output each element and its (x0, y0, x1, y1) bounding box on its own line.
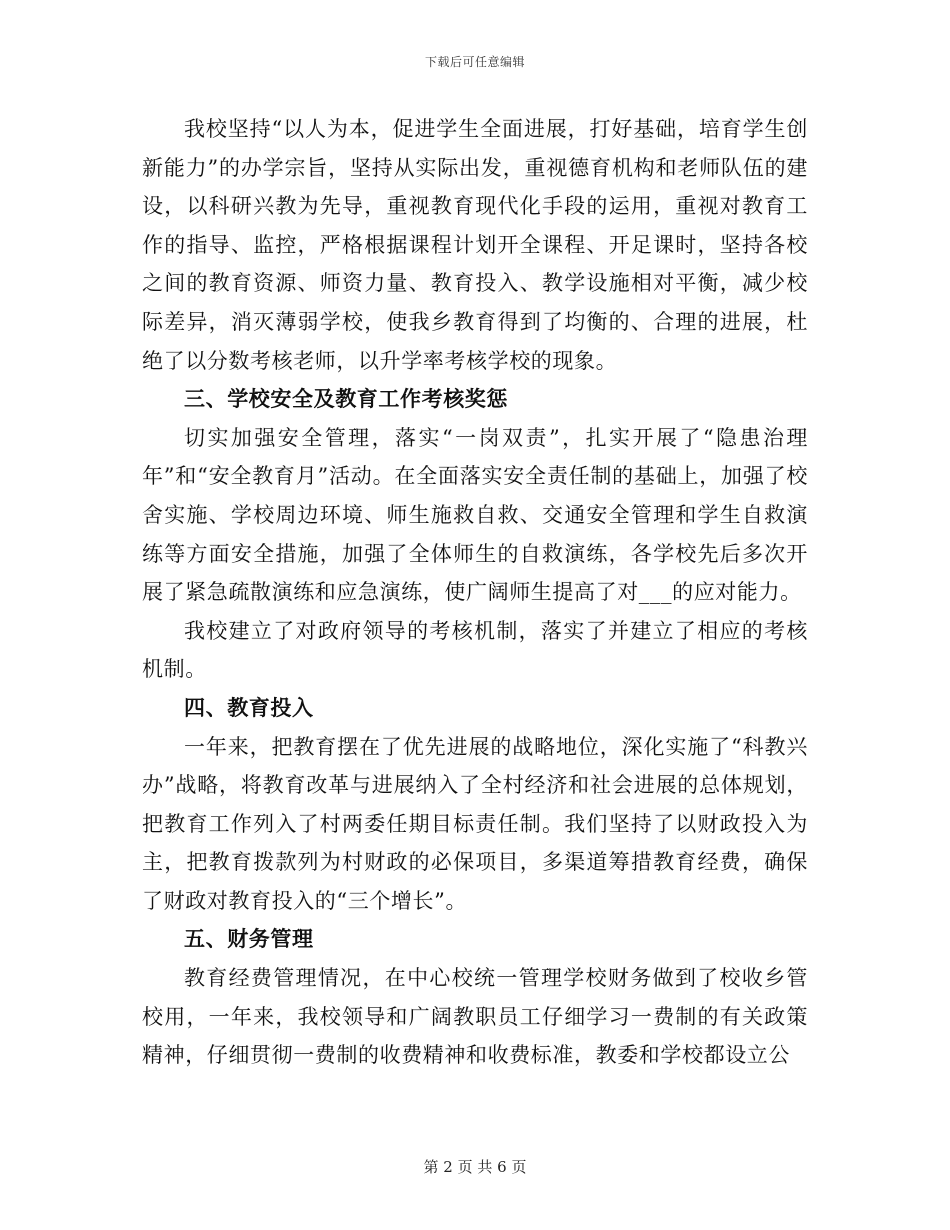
paragraph-assessment-mechanism: 我校建立了对政府领导的考核机制，落实了并建立了相应的考核机制。 (142, 618, 808, 682)
page-header: 下载后可任意编辑 (424, 55, 525, 69)
paragraph-school-philosophy: 我校坚持“以人为本，促进学生全面进展，打好基础，培育学生创新能力”的办学宗旨，坚持从实际出发，重视德育机构和老师队伍的建设，以科研兴教为先导，重视教育现代化手段的运用，重视对教育工作的指导、监控，严格根据课程计划开全课程、开足课时，坚持各校之间的教育资源、师资力量、教育投入、教学设施相对平衡，减少校际差异，消灭薄弱学校，使我乡教育得到了均衡的、合理的进展，杜绝了以分数考核老师，以升学率考核学校的现象。 (142, 117, 808, 373)
paragraph-education-investment: 一年来，把教育摆在了优先进展的战略地位，深化实施了“科教兴办”战略，将教育改革与进展纳入了全村经济和社会进展的总体规划，把教育工作列入了村两委任期目标责任制。我们坚持了以财政投入为主，把教育拨款列为村财政的必保项目，多渠道筹措教育经费，确保了财政对教育投入的“三个增长”。 (142, 734, 808, 913)
section-heading-education-investment: 四、教育投入 (184, 694, 314, 720)
section-heading-safety: 三、学校安全及教育工作考核奖惩 (184, 386, 508, 412)
page-footer: 第 2 页 共 6 页 (423, 1158, 527, 1176)
paragraph-safety-management: 切实加强安全管理，落实“一岗双责”，扎实开展了“隐患治理年”和“安全教育月”活动。在全面落实安全责任制的基础上，加强了校舍实施、学校周边环境、师生施救自救、交通安全管理和学生自救演练等方面安全措施，加强了全体师生的自救演练，各学校先后多次开展了紧急疏散演练和应急演练，使广阔师生提高了对___的应对能力。 (142, 425, 808, 605)
section-heading-financial-management: 五、财务管理 (184, 926, 314, 952)
document-body (142, 110, 808, 1075)
paragraph-financial-management: 教育经费管理情况，在中心校统一管理学校财务做到了校收乡管校用，一年来，我校领导和广阔教职员工仔细学习一费制的有关政策精神，仔细贯彻一费制的收费精神和收费标准，教委和学校都设立公 (142, 966, 808, 1068)
